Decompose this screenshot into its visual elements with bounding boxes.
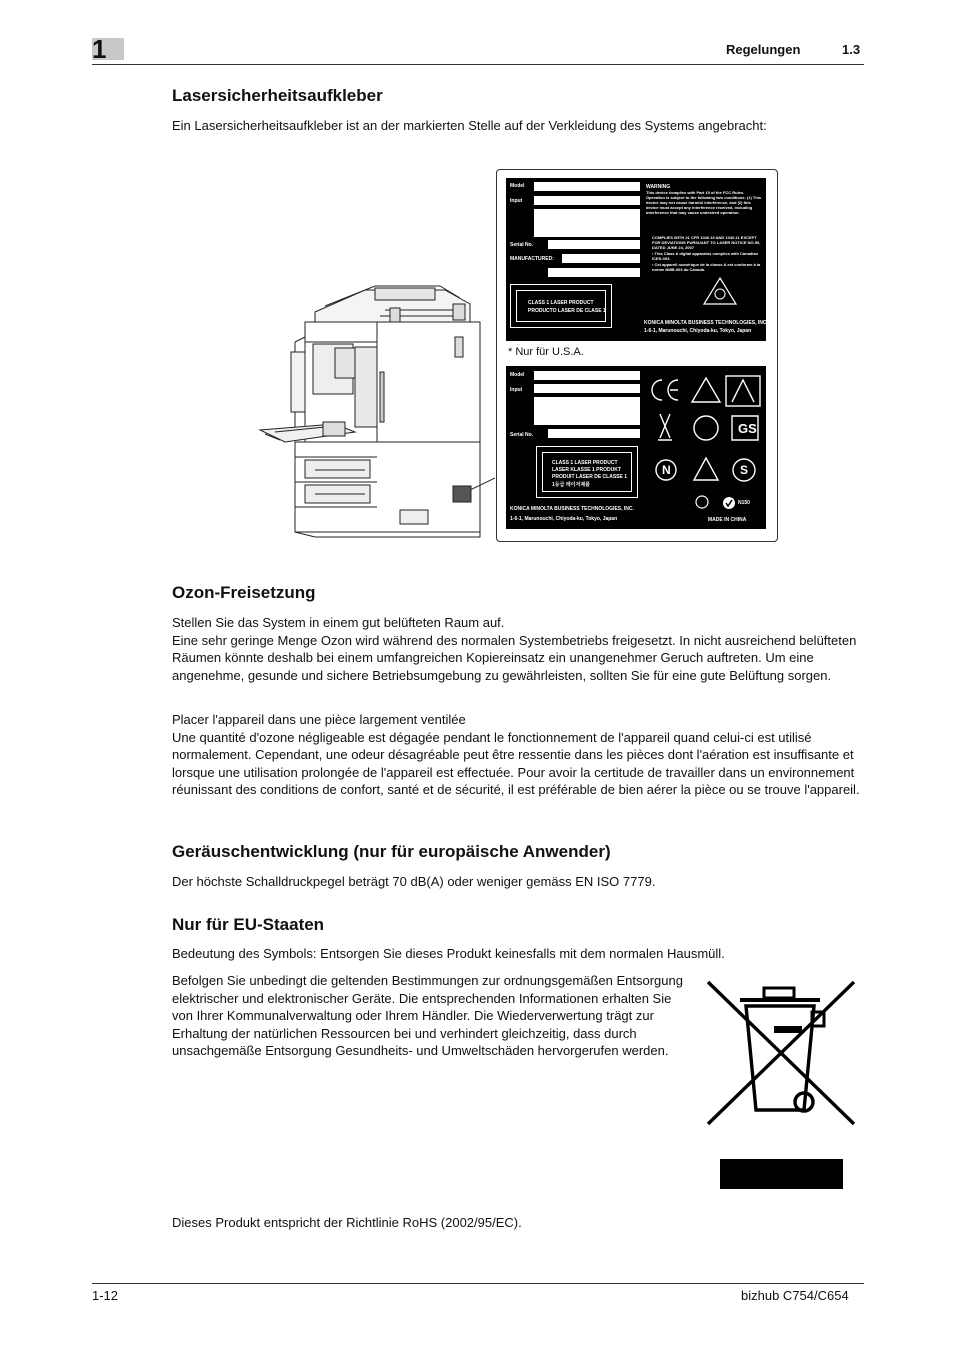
ce-mark-icon-e <box>668 380 678 400</box>
eu-maker-line1: KONICA MINOLTA BUSINESS TECHNOLOGIES, INC. <box>510 506 634 512</box>
copier-illustration <box>255 282 505 540</box>
eu-heading: Nur für EU-Staaten <box>172 915 325 934</box>
usa-rating-label <box>506 178 766 341</box>
eu-cert-marks <box>642 370 766 500</box>
tuv-mark-2-icon <box>694 458 718 480</box>
noise-text: Der höchste Schalldruckpegel beträgt 70 dB(A) oder weniger gemäss EN ISO 7779. <box>172 874 656 889</box>
eu-n-code: N150 <box>738 500 750 506</box>
eu-maker-line2: 1-6-1, Marunouchi, Chiyoda-ku, Tokyo, Japan <box>510 516 618 522</box>
pci-mark-icon <box>694 494 714 510</box>
usa-class-a-text: • This Class A digital apparatus complies with Canadian ICES-003. <box>652 251 759 261</box>
eu-made-in: MADE IN CHINA <box>708 517 747 523</box>
usa-manufactured-field-2 <box>548 268 640 277</box>
eu-input-label: Input <box>510 387 523 393</box>
ozone-para-fr <box>172 711 864 799</box>
usa-warning-title: WARNING <box>646 184 671 190</box>
noise-heading: Geräuschentwicklung (nur für europäische Anwender) <box>172 842 611 861</box>
eu-laser-line3: PRODUIT LASER DE CLASSE 1 <box>552 474 628 480</box>
ozone-fr-rest: Une quantité d'ozone négligeable est dégagée pendant le fonctionnement de l'appareil quand celui-ci est utilisé normalement. Cependant, une odeur désagréable peut être ressentie dans les pièces dont l'aération est insuffisante et lorsque une utilisation prolongée de l'appareil est effectuée. Pour avoir la certitude de travailler dans un environnement réunissant des conditions de confort, santé et de sécurité, il est préférable de bien aérer la pièce ou se trouve l'appareil. <box>172 729 860 798</box>
ozone-de-rest: Eine sehr geringe Menge Ozon wird während des normalen Systembetriebs freigesetzt. In nicht ausreichend belüfteten Räumen könnte deshalb bei einem umfangreichen Kopiereinsatz ein unangenehmer Geruch auftreten. Um eine angenehme, gesunde und sichere Betriebsumgebung zu gewährleisten, sollten Sie für eine gute Belüftung sorgen. <box>172 632 857 683</box>
svg-text:GS: GS <box>738 421 757 436</box>
product-name: bizhub C754/C654 <box>741 1288 849 1303</box>
footer-rule <box>92 1283 864 1284</box>
usa-laser-line1: CLASS 1 LASER PRODUCT <box>528 300 594 306</box>
usa-serial-field <box>548 240 640 249</box>
ozone-para-de <box>172 614 864 684</box>
laser-heading: Lasersicherheitsaufkleber <box>172 86 383 105</box>
usa-input-field-2 <box>534 209 640 237</box>
rohs-text: Dieses Produkt entspricht der Richtlinie RoHS (2002/95/EC). <box>172 1215 522 1230</box>
eu-input-field-2 <box>534 397 640 425</box>
page-number: 1-12 <box>92 1288 119 1303</box>
weee-crossed-bin-icon <box>704 978 858 1128</box>
usa-input-field <box>534 196 640 205</box>
c-tick-mark-icon <box>722 496 736 510</box>
eu-rating-label <box>506 366 766 529</box>
eu-serial-label: Serial No. <box>510 432 534 438</box>
eu-serial-field <box>548 429 640 438</box>
tuv-mark-icon <box>692 378 720 402</box>
weee-mark-icon <box>658 414 672 440</box>
ozone-fr-line1: Placer l'appareil dans une pièce largement ventilée <box>172 712 466 727</box>
usa-note: * Nur für U.S.A. <box>508 346 584 358</box>
usa-model-label: Model <box>510 183 525 189</box>
eu-laser-line1: CLASS 1 LASER PRODUCT <box>552 460 618 466</box>
eu-model-field <box>534 371 640 380</box>
tuv-mark-icon <box>702 276 738 306</box>
eu-text-1: Bedeutung des Symbols: Entsorgen Sie dieses Produkt keinesfalls mit dem normalen Hausmüll. <box>172 946 725 961</box>
usa-class-a-fr-text: • Cet appareil numérique de la classe A est conforme à la norme NMB-003 du Canada. <box>652 262 761 272</box>
eac-mark-icon <box>732 380 754 402</box>
eu-text-2: Befolgen Sie unbedingt die geltenden Bestimmungen zur ordnungsgemäßen Entsorgung elektrischer und elektronischer Geräte. Die entsprechenden Informationen erhalten Sie von Ihrer Kommunalverwaltung oder Ihrem Händler. Die Wiederverwertung trägt zur Erhaltung der natürlichen Ressourcen bei und verhindert gleichzeitig, dass durch unsachgemäße Entsorgung Gesundheits- und Umweltschäden hervorgerufen werden. <box>172 973 683 1059</box>
usa-maker-line2: 1-6-1, Marunouchi, Chiyoda-ku, Tokyo, Japan <box>644 328 752 334</box>
weee-black-bar <box>720 1159 843 1189</box>
usa-laser-line2: PRODUCTO LASER DE CLASE 1 <box>528 308 606 314</box>
usa-laser-inner-box <box>516 290 606 322</box>
usa-warning-text: This device complies with Part 15 of the FCC Rules. Operation is subject to the following two conditions: (1) This device may not cause harmful interference, and (2) this device must accept any interference received, including interference that may cause undesired operation. <box>646 190 762 215</box>
header-section: 1.3 <box>842 42 861 57</box>
usa-complies-text: COMPLIES WITH 21 CFR 1040.10 AND 1040.11 EXCEPT FOR DEVIATIONS PURSUANT TO LASER NOTICE NO.50, DATED JUNE 24, 2007 <box>652 235 761 250</box>
eu-input-field <box>534 384 640 393</box>
usa-maker-line1: KONICA MINOLTA BUSINESS TECHNOLOGIES, INC. <box>644 320 768 326</box>
usa-manufactured-label: MANUFACTURED: <box>510 256 554 262</box>
svg-text:N: N <box>662 463 671 477</box>
header-title: Regelungen <box>726 42 801 57</box>
eu-model-label: Model <box>510 372 525 378</box>
svg-text:S: S <box>740 463 749 477</box>
ozone-heading: Ozon-Freisetzung <box>172 583 316 602</box>
usa-input-label: Input <box>510 198 523 204</box>
chapter-number: 1 <box>92 34 107 64</box>
eu-laser-line4: 1등급 레이저제품 <box>552 482 590 488</box>
header-rule <box>92 64 864 65</box>
usa-serial-label: Serial No. <box>510 242 534 248</box>
usa-manufactured-field <box>562 254 640 263</box>
usa-model-field <box>534 182 640 191</box>
ozone-de-line1: Stellen Sie das System in einem gut belüfteten Raum auf. <box>172 615 505 630</box>
tuv-round-mark-icon <box>694 416 718 440</box>
ce-mark-icon <box>652 380 662 400</box>
eu-laser-line2: LASER KLASSE 1 PRODUKT <box>552 467 621 473</box>
laser-text: Ein Lasersicherheitsaufkleber ist an der markierten Stelle auf der Verkleidung des Systems angebracht: <box>172 118 767 133</box>
